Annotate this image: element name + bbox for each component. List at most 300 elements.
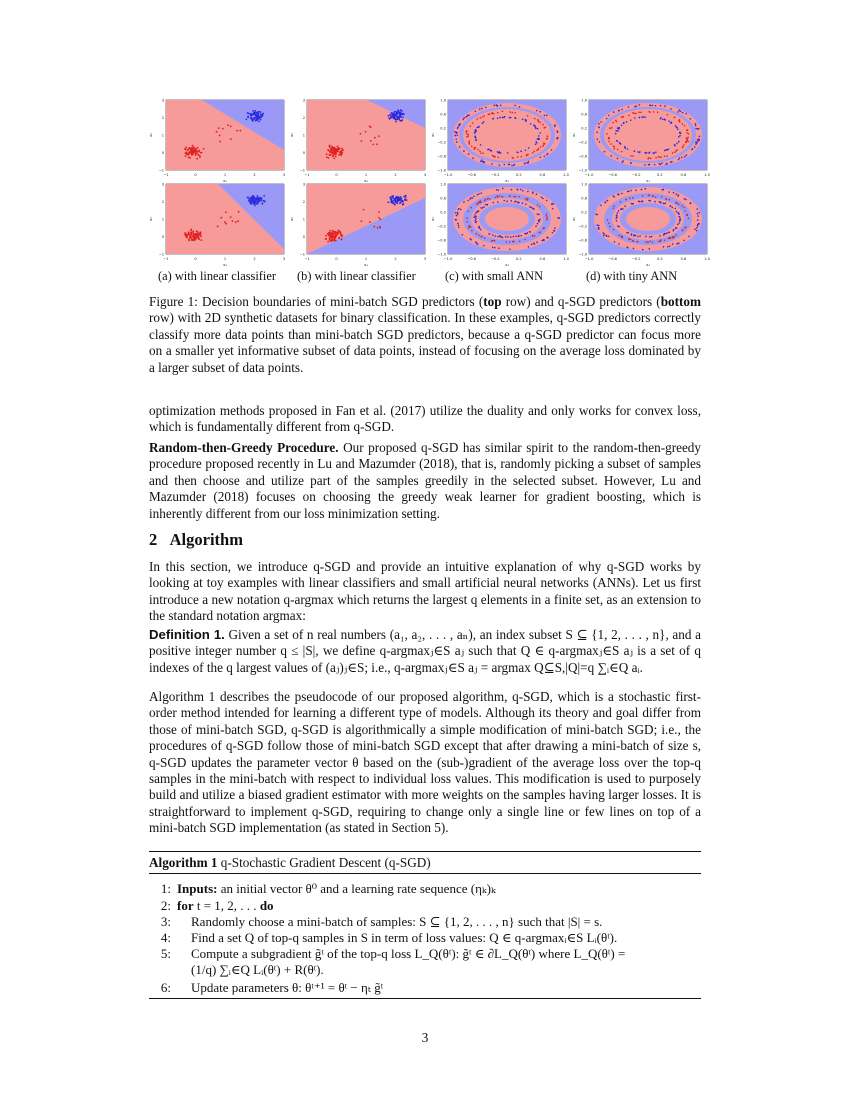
data-point bbox=[694, 146, 696, 148]
x-tick-label: 3 bbox=[282, 257, 286, 261]
data-point-class-1 bbox=[191, 239, 193, 241]
data-point bbox=[519, 196, 521, 198]
data-point bbox=[610, 143, 612, 145]
data-point bbox=[598, 123, 600, 125]
data-point bbox=[661, 189, 663, 191]
data-point bbox=[531, 243, 533, 245]
data-point bbox=[532, 191, 534, 193]
x-tick-label: 3 bbox=[423, 257, 427, 261]
data-point bbox=[617, 149, 619, 151]
y-tick-label: 0 bbox=[161, 235, 164, 239]
algorithm-line bbox=[149, 881, 496, 897]
data-point bbox=[684, 210, 686, 212]
data-point bbox=[672, 236, 674, 238]
data-point bbox=[682, 147, 684, 149]
data-point bbox=[673, 192, 675, 194]
data-point bbox=[546, 213, 548, 215]
data-point bbox=[543, 239, 545, 241]
data-point-class-0 bbox=[387, 201, 389, 203]
data-point bbox=[547, 135, 549, 137]
data-point bbox=[627, 247, 629, 249]
data-point bbox=[477, 194, 479, 196]
y-tick-label: −0.2 bbox=[578, 224, 587, 229]
data-point bbox=[478, 234, 480, 236]
data-point bbox=[676, 143, 678, 145]
data-point bbox=[456, 215, 458, 217]
data-point bbox=[608, 115, 610, 117]
data-point bbox=[474, 132, 476, 134]
data-point bbox=[552, 232, 554, 234]
data-point bbox=[618, 226, 620, 228]
x-tick-label: 0 bbox=[194, 257, 197, 261]
data-point bbox=[525, 198, 527, 200]
data-point bbox=[697, 139, 699, 141]
data-point-class-0 bbox=[263, 195, 265, 197]
data-point bbox=[492, 240, 494, 242]
data-point bbox=[493, 113, 495, 115]
data-point-class-1 bbox=[328, 157, 330, 159]
data-point-class-0 bbox=[249, 113, 251, 115]
data-point-class-1 bbox=[331, 150, 333, 152]
data-point-class-0 bbox=[392, 114, 394, 116]
data-point-class-0 bbox=[399, 114, 401, 116]
data-point bbox=[535, 128, 537, 130]
data-point bbox=[520, 189, 522, 191]
data-point-class-1 bbox=[194, 236, 196, 238]
data-point bbox=[639, 104, 641, 106]
data-point-class-1 bbox=[185, 155, 187, 157]
data-point bbox=[618, 127, 620, 129]
data-point-class-1 bbox=[326, 156, 328, 158]
data-point bbox=[680, 111, 682, 113]
data-point bbox=[478, 226, 480, 228]
y-axis-label: x₂ bbox=[289, 133, 294, 137]
algorithm-mid-rule bbox=[149, 873, 701, 874]
data-point-class-0 bbox=[389, 114, 391, 116]
data-point bbox=[468, 115, 470, 117]
data-point bbox=[677, 129, 679, 131]
data-point-class-1 bbox=[369, 221, 371, 223]
data-point-class-0 bbox=[252, 118, 254, 120]
data-point-class-0 bbox=[254, 204, 256, 206]
data-point bbox=[527, 154, 529, 156]
data-point bbox=[621, 151, 623, 153]
data-point bbox=[668, 148, 670, 150]
data-point-class-1 bbox=[333, 157, 335, 159]
data-point bbox=[621, 208, 623, 210]
data-point bbox=[473, 195, 475, 197]
data-point bbox=[496, 104, 498, 106]
data-point bbox=[499, 164, 501, 166]
data-point-class-1 bbox=[332, 239, 334, 241]
data-point bbox=[528, 246, 530, 248]
data-point-class-0 bbox=[392, 200, 394, 202]
data-point bbox=[669, 245, 671, 247]
data-point bbox=[539, 111, 541, 113]
data-point-class-0 bbox=[251, 198, 253, 200]
data-point bbox=[533, 242, 535, 244]
data-point bbox=[665, 149, 667, 151]
data-point bbox=[668, 191, 670, 193]
paragraph-algorithm-description: Algorithm 1 describes the pseudocode of our proposed algorithm, q-SGD, which is a stochastic first-order method intended for learning a different type of models. Although its theory and goal differ from those of mini-batch SGD, q-SGD is algorithmically a simple modification of mini-batch SGD; i.e., the procedures of q-SGD follow those of mini-batch SGD except that after drawing a mini-batch of size s, q-SGD updates the parameter vector θ based on the (sub-)gradient of the average loss over the top-q samples in the mini-batch with respect to individual loss values. This modification is used to purposely build and utilize a biased gradient estimator with more weights on the samples having larger losses. It is straightforward to implement q-SGD, requiring to change only a single line or few lines on top of a mini-batch SGD implementation (as stated in Section 5). bbox=[149, 689, 701, 836]
data-point bbox=[463, 117, 465, 119]
data-point bbox=[657, 111, 659, 113]
data-point bbox=[641, 201, 643, 203]
data-point bbox=[680, 133, 682, 135]
data-point bbox=[522, 118, 524, 120]
data-point bbox=[675, 125, 677, 127]
data-point-class-0 bbox=[253, 197, 255, 199]
data-point-class-0 bbox=[262, 113, 264, 115]
data-point-class-0 bbox=[255, 120, 257, 122]
data-point bbox=[635, 113, 637, 115]
data-point-class-1 bbox=[188, 231, 190, 233]
data-point bbox=[639, 201, 641, 203]
data-point bbox=[679, 218, 681, 220]
data-point-class-0 bbox=[402, 117, 404, 119]
data-point bbox=[524, 162, 526, 164]
data-point bbox=[475, 218, 477, 220]
data-point bbox=[621, 193, 623, 195]
x-tick-label: 1 bbox=[364, 257, 368, 261]
data-point-class-0 bbox=[405, 195, 407, 197]
y-axis-label: x₂ bbox=[430, 133, 435, 137]
data-point bbox=[629, 197, 631, 199]
data-point bbox=[687, 137, 689, 139]
data-point-class-0 bbox=[400, 116, 402, 118]
data-point bbox=[480, 229, 482, 231]
data-point bbox=[635, 189, 637, 191]
y-tick-label: −1 bbox=[299, 252, 305, 257]
data-point bbox=[672, 152, 674, 154]
data-point bbox=[514, 201, 516, 203]
data-point bbox=[483, 245, 485, 247]
algorithm-line-number: 5: bbox=[160, 946, 171, 961]
data-point bbox=[679, 135, 681, 137]
data-point bbox=[644, 188, 646, 190]
data-point bbox=[537, 213, 539, 215]
data-point bbox=[664, 105, 666, 107]
x-axis-label: x₁ bbox=[364, 178, 368, 183]
data-point bbox=[466, 136, 468, 138]
data-point-class-1 bbox=[190, 149, 192, 151]
data-point bbox=[497, 112, 499, 114]
data-point bbox=[531, 207, 533, 209]
data-point bbox=[529, 231, 531, 233]
data-point bbox=[616, 121, 618, 123]
data-point bbox=[683, 144, 685, 146]
algorithm-line-number: 4: bbox=[160, 930, 171, 945]
data-point-class-0 bbox=[260, 200, 262, 202]
data-point-class-1 bbox=[186, 234, 188, 236]
y-tick-label: 2 bbox=[302, 200, 305, 204]
data-point-class-1 bbox=[196, 234, 198, 236]
data-point bbox=[697, 213, 699, 215]
data-point-class-0 bbox=[253, 195, 255, 197]
data-point bbox=[502, 110, 504, 112]
data-point bbox=[608, 141, 610, 143]
data-point bbox=[621, 116, 623, 118]
data-point bbox=[600, 121, 602, 123]
data-point bbox=[686, 132, 688, 134]
data-point bbox=[504, 164, 506, 166]
data-point-class-1 bbox=[365, 131, 367, 133]
data-point bbox=[468, 227, 470, 229]
data-point bbox=[482, 122, 484, 124]
data-point-class-0 bbox=[390, 117, 392, 119]
page-number: 3 bbox=[421, 1030, 429, 1045]
data-point-class-0 bbox=[260, 119, 262, 121]
data-point bbox=[664, 155, 666, 157]
data-point bbox=[459, 123, 461, 125]
x-tick-label: 0 bbox=[335, 173, 338, 177]
data-point bbox=[611, 127, 613, 129]
data-point bbox=[543, 144, 545, 146]
data-point bbox=[626, 121, 628, 123]
x-tick-label: 1.0 bbox=[563, 173, 569, 177]
data-point-class-1 bbox=[197, 231, 199, 233]
data-point bbox=[648, 152, 650, 154]
data-point bbox=[637, 236, 639, 238]
data-point bbox=[483, 115, 485, 117]
data-point bbox=[537, 204, 539, 206]
data-point bbox=[485, 204, 487, 206]
y-tick-label: 3 bbox=[302, 98, 305, 103]
x-tick-label: −0.2 bbox=[631, 173, 641, 177]
data-point bbox=[480, 192, 482, 194]
data-point bbox=[697, 215, 699, 217]
data-point-class-1 bbox=[201, 152, 203, 154]
data-point bbox=[515, 235, 517, 237]
data-point bbox=[695, 128, 697, 130]
data-point-class-0 bbox=[261, 203, 263, 205]
data-point bbox=[613, 229, 615, 231]
data-point bbox=[525, 149, 527, 151]
data-point bbox=[603, 235, 605, 237]
data-point-class-1 bbox=[378, 135, 380, 137]
data-point bbox=[641, 189, 643, 191]
data-point bbox=[687, 139, 689, 141]
y-tick-label: 1 bbox=[302, 133, 305, 138]
data-point bbox=[607, 200, 609, 202]
y-tick-label: −0.6 bbox=[437, 154, 446, 159]
y-tick-label: −0.6 bbox=[578, 238, 587, 243]
data-point bbox=[473, 148, 475, 150]
data-point-class-1 bbox=[339, 151, 341, 153]
data-point bbox=[512, 241, 514, 243]
data-point-class-0 bbox=[395, 198, 397, 200]
data-point-class-1 bbox=[373, 226, 375, 228]
data-point bbox=[698, 139, 700, 141]
data-point bbox=[479, 108, 481, 110]
x-axis-label: x₁ bbox=[646, 262, 650, 267]
data-point-class-1 bbox=[185, 149, 187, 151]
data-point bbox=[481, 108, 483, 110]
data-point bbox=[616, 215, 618, 217]
data-point-class-0 bbox=[247, 116, 249, 118]
data-point bbox=[667, 114, 669, 116]
data-point bbox=[676, 243, 678, 245]
data-point bbox=[480, 207, 482, 209]
data-point bbox=[541, 196, 543, 198]
data-point-class-1 bbox=[326, 153, 328, 155]
data-point bbox=[487, 114, 489, 116]
data-point bbox=[511, 189, 513, 191]
plot-panel bbox=[282, 98, 433, 186]
algorithm-line-text: Find a set Q of top-q samples in S in term of loss values: Q ∈ q-argmaxᵢ∈S Lᵢ(θᵗ). bbox=[191, 930, 618, 945]
data-point-class-0 bbox=[402, 203, 404, 205]
data-point-class-0 bbox=[403, 196, 405, 198]
data-point bbox=[696, 230, 698, 232]
algorithm-line-text: Compute a subgradient g̃ᵗ of the top-q loss L_Q(θᵗ): g̃ᵗ ∈ ∂L_Q(θᵗ) where L_Q(θᵗ) = bbox=[191, 946, 626, 961]
data-point bbox=[686, 154, 688, 156]
y-axis-label: x₂ bbox=[289, 217, 294, 221]
data-point bbox=[479, 117, 481, 119]
data-point-class-1 bbox=[337, 149, 339, 151]
x-tick-label: 0 bbox=[335, 257, 338, 261]
data-point bbox=[598, 228, 600, 230]
data-point bbox=[606, 118, 608, 120]
data-point bbox=[468, 142, 470, 144]
data-point bbox=[617, 130, 619, 132]
algorithm-line-text: Update parameters θ: θᵗ⁺¹ = θᵗ − ηₜ g̃ᵗ bbox=[191, 980, 384, 995]
data-point bbox=[496, 189, 498, 191]
data-point bbox=[542, 124, 544, 126]
y-tick-label: 1.0 bbox=[581, 98, 587, 103]
data-point bbox=[485, 107, 487, 109]
data-point bbox=[492, 113, 494, 115]
plot-panel bbox=[144, 98, 292, 186]
data-point bbox=[646, 152, 648, 154]
data-point bbox=[617, 158, 619, 160]
data-point bbox=[480, 161, 482, 163]
data-point-class-1 bbox=[360, 133, 362, 135]
data-point bbox=[649, 200, 651, 202]
data-point bbox=[471, 230, 473, 232]
data-point bbox=[509, 248, 511, 250]
data-point bbox=[473, 216, 475, 218]
data-point-class-0 bbox=[254, 110, 256, 112]
data-point bbox=[670, 205, 672, 207]
data-point bbox=[600, 205, 602, 207]
data-point-class-0 bbox=[400, 112, 402, 114]
y-tick-label: −1.0 bbox=[437, 252, 446, 257]
data-point bbox=[677, 195, 679, 197]
data-point-class-1 bbox=[369, 125, 371, 127]
data-point bbox=[552, 208, 554, 210]
data-point bbox=[667, 246, 669, 248]
data-point bbox=[554, 126, 556, 128]
data-point bbox=[489, 198, 491, 200]
data-point bbox=[659, 235, 661, 237]
data-point bbox=[675, 234, 677, 236]
data-point bbox=[506, 201, 508, 203]
data-point bbox=[663, 203, 665, 205]
data-point bbox=[522, 190, 524, 192]
data-point bbox=[698, 128, 700, 130]
data-point bbox=[608, 137, 610, 139]
data-point bbox=[475, 130, 477, 132]
data-point bbox=[639, 235, 641, 237]
x-axis-label: x₁ bbox=[505, 262, 509, 267]
data-point bbox=[618, 110, 620, 112]
data-point bbox=[694, 228, 696, 230]
data-point-class-1 bbox=[334, 237, 336, 239]
data-point bbox=[627, 232, 629, 234]
y-tick-label: −0.6 bbox=[578, 154, 587, 159]
plot-panel bbox=[282, 182, 433, 270]
x-tick-label: 2 bbox=[394, 257, 397, 261]
x-tick-label: −0.6 bbox=[608, 173, 617, 177]
data-point bbox=[544, 115, 546, 117]
data-point bbox=[661, 162, 663, 164]
data-point bbox=[475, 222, 477, 224]
data-point bbox=[659, 157, 661, 159]
data-point bbox=[470, 125, 472, 127]
data-point bbox=[519, 106, 521, 108]
y-tick-label: 0.2 bbox=[440, 126, 446, 131]
data-point bbox=[618, 210, 620, 212]
x-tick-label: 1.0 bbox=[704, 173, 710, 177]
data-point-class-1 bbox=[218, 127, 220, 129]
y-tick-label: 1.0 bbox=[440, 98, 446, 103]
data-point-class-1 bbox=[189, 235, 191, 237]
data-point-class-1 bbox=[193, 237, 195, 239]
data-point bbox=[595, 213, 597, 215]
data-point bbox=[533, 124, 535, 126]
data-point bbox=[627, 148, 629, 150]
data-point bbox=[493, 202, 495, 204]
data-point-class-0 bbox=[392, 116, 394, 118]
data-point bbox=[685, 142, 687, 144]
data-point bbox=[559, 217, 561, 219]
data-point bbox=[554, 124, 556, 126]
data-point bbox=[670, 121, 672, 123]
data-point-class-1 bbox=[334, 234, 336, 236]
y-tick-label: 0.6 bbox=[440, 112, 446, 117]
data-point bbox=[481, 236, 483, 238]
data-point-class-0 bbox=[251, 201, 253, 203]
data-point-class-1 bbox=[335, 156, 337, 158]
data-point bbox=[672, 243, 674, 245]
data-point bbox=[684, 125, 686, 127]
data-point-class-1 bbox=[230, 216, 232, 218]
data-point bbox=[648, 164, 650, 166]
data-point bbox=[637, 151, 639, 153]
x-tick-label: 1 bbox=[223, 257, 227, 261]
data-point bbox=[645, 241, 647, 243]
data-point bbox=[698, 212, 700, 214]
data-point bbox=[539, 206, 541, 208]
data-point bbox=[654, 164, 656, 166]
data-point bbox=[696, 141, 698, 143]
data-point bbox=[510, 117, 512, 119]
data-point bbox=[509, 111, 511, 113]
data-point bbox=[513, 196, 515, 198]
data-point bbox=[614, 241, 616, 243]
y-tick-label: 0 bbox=[302, 235, 305, 239]
data-point bbox=[455, 138, 457, 140]
data-point bbox=[488, 149, 490, 151]
data-point bbox=[664, 202, 666, 204]
data-point bbox=[475, 139, 477, 141]
data-point bbox=[652, 241, 654, 243]
data-point bbox=[477, 244, 479, 246]
paragraph-related-work: optimization methods proposed in Fan et al. (2017) utilize the duality and only works for convex loss, which is fundamentally different from q-SGD. bbox=[149, 403, 701, 435]
data-point bbox=[698, 223, 700, 225]
data-point bbox=[633, 248, 635, 250]
data-point bbox=[528, 161, 530, 163]
